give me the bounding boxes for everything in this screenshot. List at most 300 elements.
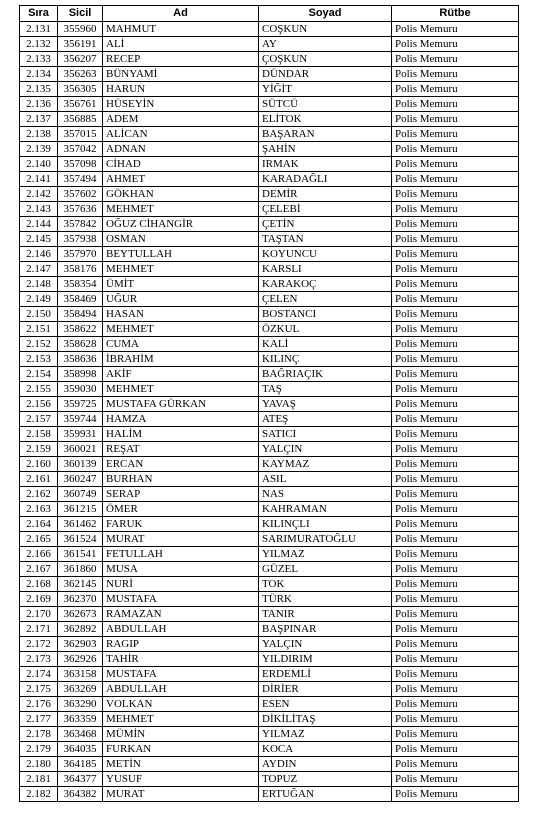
cell-rutbe: Polis Memuru xyxy=(392,682,519,697)
cell-ad: FARUK xyxy=(103,517,259,532)
cell-sicil: 361215 xyxy=(58,502,103,517)
cell-sira: 2.181 xyxy=(20,772,58,787)
cell-sicil: 363359 xyxy=(58,712,103,727)
personnel-table xyxy=(19,5,519,802)
cell-soyad: KAHRAMAN xyxy=(259,502,392,517)
table-row xyxy=(20,352,519,367)
table-row xyxy=(20,652,519,667)
cell-rutbe: Polis Memuru xyxy=(392,472,519,487)
cell-sicil: 358176 xyxy=(58,262,103,277)
cell-rutbe: Polis Memuru xyxy=(392,667,519,682)
cell-ad: ALİ xyxy=(103,37,259,52)
cell-soyad: ŞAHİN xyxy=(259,142,392,157)
cell-sira: 2.178 xyxy=(20,727,58,742)
cell-soyad: TANIR xyxy=(259,607,392,622)
cell-rutbe: Polis Memuru xyxy=(392,742,519,757)
cell-rutbe: Polis Memuru xyxy=(392,532,519,547)
cell-rutbe: Polis Memuru xyxy=(392,562,519,577)
cell-sira: 2.177 xyxy=(20,712,58,727)
cell-rutbe: Polis Memuru xyxy=(392,277,519,292)
table-row xyxy=(20,472,519,487)
cell-sicil: 356263 xyxy=(58,67,103,82)
cell-sicil: 358628 xyxy=(58,337,103,352)
cell-sira: 2.139 xyxy=(20,142,58,157)
cell-ad: MURAT xyxy=(103,787,259,802)
table-row xyxy=(20,382,519,397)
cell-rutbe: Polis Memuru xyxy=(392,127,519,142)
cell-soyad: ÇELEN xyxy=(259,292,392,307)
cell-rutbe: Polis Memuru xyxy=(392,382,519,397)
cell-rutbe: Polis Memuru xyxy=(392,262,519,277)
cell-soyad: ASIL xyxy=(259,472,392,487)
cell-sicil: 360749 xyxy=(58,487,103,502)
cell-ad: YUSUF xyxy=(103,772,259,787)
cell-ad: ADNAN xyxy=(103,142,259,157)
cell-rutbe: Polis Memuru xyxy=(392,202,519,217)
table-row xyxy=(20,397,519,412)
table-row xyxy=(20,742,519,757)
cell-ad: OĞUZ CİHANGİR xyxy=(103,217,259,232)
table-row xyxy=(20,187,519,202)
cell-sicil: 358998 xyxy=(58,367,103,382)
header-soyad: Soyad xyxy=(259,6,392,22)
cell-soyad: TOPUZ xyxy=(259,772,392,787)
cell-soyad: KALİ xyxy=(259,337,392,352)
cell-rutbe: Polis Memuru xyxy=(392,757,519,772)
cell-sira: 2.144 xyxy=(20,217,58,232)
cell-soyad: KARAKOÇ xyxy=(259,277,392,292)
cell-soyad: SATICI xyxy=(259,427,392,442)
cell-ad: BEYTULLAH xyxy=(103,247,259,262)
cell-rutbe: Polis Memuru xyxy=(392,112,519,127)
cell-sira: 2.159 xyxy=(20,442,58,457)
cell-ad: NURİ xyxy=(103,577,259,592)
cell-sira: 2.172 xyxy=(20,637,58,652)
cell-sira: 2.137 xyxy=(20,112,58,127)
cell-sira: 2.136 xyxy=(20,97,58,112)
cell-sicil: 363468 xyxy=(58,727,103,742)
table-row xyxy=(20,637,519,652)
table-row xyxy=(20,307,519,322)
cell-ad: RECEP xyxy=(103,52,259,67)
cell-rutbe: Polis Memuru xyxy=(392,337,519,352)
table-row xyxy=(20,442,519,457)
cell-rutbe: Polis Memuru xyxy=(392,292,519,307)
cell-soyad: ERTUĞAN xyxy=(259,787,392,802)
cell-sicil: 364185 xyxy=(58,757,103,772)
cell-rutbe: Polis Memuru xyxy=(392,727,519,742)
cell-soyad: ÇOŞKUN xyxy=(259,52,392,67)
cell-sira: 2.176 xyxy=(20,697,58,712)
cell-sicil: 360139 xyxy=(58,457,103,472)
cell-sicil: 357602 xyxy=(58,187,103,202)
cell-rutbe: Polis Memuru xyxy=(392,22,519,37)
cell-sira: 2.180 xyxy=(20,757,58,772)
cell-rutbe: Polis Memuru xyxy=(392,322,519,337)
cell-soyad: BOSTANCI xyxy=(259,307,392,322)
cell-rutbe: Polis Memuru xyxy=(392,247,519,262)
cell-sicil: 363290 xyxy=(58,697,103,712)
cell-sira: 2.155 xyxy=(20,382,58,397)
table-row xyxy=(20,487,519,502)
header-sicil: Sicil xyxy=(58,6,103,22)
cell-sira: 2.175 xyxy=(20,682,58,697)
cell-sira: 2.154 xyxy=(20,367,58,382)
cell-soyad: TOK xyxy=(259,577,392,592)
cell-rutbe: Polis Memuru xyxy=(392,37,519,52)
cell-sicil: 358354 xyxy=(58,277,103,292)
cell-soyad: BAĞRIAÇIK xyxy=(259,367,392,382)
cell-ad: MEHMET xyxy=(103,322,259,337)
cell-rutbe: Polis Memuru xyxy=(392,232,519,247)
cell-soyad: DİKİLİTAŞ xyxy=(259,712,392,727)
cell-soyad: TÜRK xyxy=(259,592,392,607)
cell-sira: 2.151 xyxy=(20,322,58,337)
cell-ad: FURKAN xyxy=(103,742,259,757)
table-row xyxy=(20,112,519,127)
cell-rutbe: Polis Memuru xyxy=(392,97,519,112)
cell-rutbe: Polis Memuru xyxy=(392,547,519,562)
cell-sira: 2.134 xyxy=(20,67,58,82)
cell-ad: ADEM xyxy=(103,112,259,127)
table-row xyxy=(20,157,519,172)
cell-rutbe: Polis Memuru xyxy=(392,442,519,457)
cell-soyad: YALÇIN xyxy=(259,637,392,652)
cell-rutbe: Polis Memuru xyxy=(392,172,519,187)
cell-rutbe: Polis Memuru xyxy=(392,622,519,637)
cell-soyad: COŞKUN xyxy=(259,22,392,37)
cell-rutbe: Polis Memuru xyxy=(392,697,519,712)
table-row xyxy=(20,622,519,637)
cell-sicil: 364377 xyxy=(58,772,103,787)
cell-rutbe: Polis Memuru xyxy=(392,412,519,427)
cell-ad: MUSTAFA xyxy=(103,667,259,682)
cell-sira: 2.171 xyxy=(20,622,58,637)
cell-soyad: AY xyxy=(259,37,392,52)
cell-sicil: 359030 xyxy=(58,382,103,397)
cell-rutbe: Polis Memuru xyxy=(392,487,519,502)
cell-sira: 2.153 xyxy=(20,352,58,367)
cell-ad: ALİCAN xyxy=(103,127,259,142)
cell-soyad: GÜZEL xyxy=(259,562,392,577)
cell-ad: RAMAZAN xyxy=(103,607,259,622)
table-row xyxy=(20,67,519,82)
cell-sira: 2.165 xyxy=(20,532,58,547)
cell-ad: HASAN xyxy=(103,307,259,322)
cell-sicil: 362903 xyxy=(58,637,103,652)
cell-ad: REŞAT xyxy=(103,442,259,457)
cell-sicil: 355960 xyxy=(58,22,103,37)
cell-rutbe: Polis Memuru xyxy=(392,52,519,67)
cell-soyad: YAVAŞ xyxy=(259,397,392,412)
cell-ad: AKİF xyxy=(103,367,259,382)
cell-sicil: 357494 xyxy=(58,172,103,187)
table-row xyxy=(20,292,519,307)
cell-sicil: 356207 xyxy=(58,52,103,67)
table-row xyxy=(20,367,519,382)
cell-soyad: KOYUNCU xyxy=(259,247,392,262)
cell-soyad: SARIMURATOĞLU xyxy=(259,532,392,547)
cell-soyad: SÜTCÜ xyxy=(259,97,392,112)
cell-soyad: IRMAK xyxy=(259,157,392,172)
cell-rutbe: Polis Memuru xyxy=(392,712,519,727)
cell-sira: 2.168 xyxy=(20,577,58,592)
cell-ad: BURHAN xyxy=(103,472,259,487)
cell-sira: 2.163 xyxy=(20,502,58,517)
cell-ad: CİHAD xyxy=(103,157,259,172)
cell-sira: 2.157 xyxy=(20,412,58,427)
cell-sicil: 356191 xyxy=(58,37,103,52)
cell-soyad: KARADAĞLI xyxy=(259,172,392,187)
cell-ad: VOLKAN xyxy=(103,697,259,712)
cell-ad: HARUN xyxy=(103,82,259,97)
cell-sira: 2.173 xyxy=(20,652,58,667)
cell-rutbe: Polis Memuru xyxy=(392,217,519,232)
cell-ad: MÜMİN xyxy=(103,727,259,742)
cell-ad: MEHMET xyxy=(103,262,259,277)
cell-soyad: DEMİR xyxy=(259,187,392,202)
cell-soyad: YILMAZ xyxy=(259,727,392,742)
cell-sira: 2.132 xyxy=(20,37,58,52)
cell-sicil: 357015 xyxy=(58,127,103,142)
cell-sicil: 358469 xyxy=(58,292,103,307)
cell-ad: UĞUR xyxy=(103,292,259,307)
table-row xyxy=(20,22,519,37)
cell-soyad: ESEN xyxy=(259,697,392,712)
cell-sira: 2.135 xyxy=(20,82,58,97)
cell-ad: MURAT xyxy=(103,532,259,547)
cell-rutbe: Polis Memuru xyxy=(392,652,519,667)
cell-ad: FETULLAH xyxy=(103,547,259,562)
cell-sicil: 357636 xyxy=(58,202,103,217)
cell-sicil: 359744 xyxy=(58,412,103,427)
header-ad: Ad xyxy=(103,6,259,22)
table-row xyxy=(20,787,519,802)
cell-ad: MUSTAFA GÜRKAN xyxy=(103,397,259,412)
table-row xyxy=(20,202,519,217)
table-row xyxy=(20,457,519,472)
cell-soyad: YILDIRIM xyxy=(259,652,392,667)
cell-ad: MAHMUT xyxy=(103,22,259,37)
cell-rutbe: Polis Memuru xyxy=(392,592,519,607)
table-row xyxy=(20,697,519,712)
table-row xyxy=(20,262,519,277)
cell-sicil: 363158 xyxy=(58,667,103,682)
cell-sira: 2.131 xyxy=(20,22,58,37)
cell-sicil: 356761 xyxy=(58,97,103,112)
cell-ad: AHMET xyxy=(103,172,259,187)
cell-soyad: ATEŞ xyxy=(259,412,392,427)
cell-rutbe: Polis Memuru xyxy=(392,502,519,517)
cell-rutbe: Polis Memuru xyxy=(392,787,519,802)
cell-ad: OSMAN xyxy=(103,232,259,247)
cell-sicil: 361541 xyxy=(58,547,103,562)
table-row xyxy=(20,532,519,547)
cell-soyad: ÖZKUL xyxy=(259,322,392,337)
cell-sira: 2.156 xyxy=(20,397,58,412)
cell-rutbe: Polis Memuru xyxy=(392,187,519,202)
cell-soyad: TAŞTAN xyxy=(259,232,392,247)
cell-ad: HÜSEYİN xyxy=(103,97,259,112)
cell-ad: MEHMET xyxy=(103,712,259,727)
table-row xyxy=(20,502,519,517)
cell-sicil: 358636 xyxy=(58,352,103,367)
cell-soyad: DÜNDAR xyxy=(259,67,392,82)
cell-rutbe: Polis Memuru xyxy=(392,157,519,172)
cell-sicil: 358494 xyxy=(58,307,103,322)
cell-sira: 2.138 xyxy=(20,127,58,142)
cell-rutbe: Polis Memuru xyxy=(392,427,519,442)
table-row xyxy=(20,607,519,622)
cell-sicil: 358622 xyxy=(58,322,103,337)
cell-sira: 2.179 xyxy=(20,742,58,757)
table-row xyxy=(20,547,519,562)
cell-soyad: BAŞARAN xyxy=(259,127,392,142)
table-row xyxy=(20,337,519,352)
table-row xyxy=(20,667,519,682)
cell-soyad: BAŞPINAR xyxy=(259,622,392,637)
table-row xyxy=(20,142,519,157)
cell-sira: 2.150 xyxy=(20,307,58,322)
cell-soyad: KILINÇLI xyxy=(259,517,392,532)
cell-rutbe: Polis Memuru xyxy=(392,577,519,592)
cell-sicil: 361860 xyxy=(58,562,103,577)
cell-ad: RAGIP xyxy=(103,637,259,652)
table-row xyxy=(20,562,519,577)
cell-ad: GÖKHAN xyxy=(103,187,259,202)
cell-soyad: NAS xyxy=(259,487,392,502)
cell-sira: 2.149 xyxy=(20,292,58,307)
cell-sira: 2.143 xyxy=(20,202,58,217)
cell-sicil: 362892 xyxy=(58,622,103,637)
cell-sira: 2.162 xyxy=(20,487,58,502)
table-body xyxy=(20,22,519,802)
cell-ad: HALİM xyxy=(103,427,259,442)
cell-sicil: 356305 xyxy=(58,82,103,97)
cell-ad: ÖMER xyxy=(103,502,259,517)
cell-soyad: YILMAZ xyxy=(259,547,392,562)
table-row xyxy=(20,52,519,67)
table-row xyxy=(20,712,519,727)
cell-sicil: 362926 xyxy=(58,652,103,667)
cell-sicil: 362370 xyxy=(58,592,103,607)
cell-soyad: YALÇIN xyxy=(259,442,392,457)
cell-sira: 2.148 xyxy=(20,277,58,292)
cell-soyad: ÇELEBİ xyxy=(259,202,392,217)
cell-sira: 2.160 xyxy=(20,457,58,472)
cell-soyad: KAYMAZ xyxy=(259,457,392,472)
cell-sicil: 364382 xyxy=(58,787,103,802)
table-row xyxy=(20,517,519,532)
table-row xyxy=(20,37,519,52)
cell-rutbe: Polis Memuru xyxy=(392,607,519,622)
cell-rutbe: Polis Memuru xyxy=(392,67,519,82)
cell-sicil: 357842 xyxy=(58,217,103,232)
cell-sira: 2.146 xyxy=(20,247,58,262)
cell-soyad: TAŞ xyxy=(259,382,392,397)
cell-sira: 2.158 xyxy=(20,427,58,442)
cell-ad: İBRAHİM xyxy=(103,352,259,367)
cell-rutbe: Polis Memuru xyxy=(392,82,519,97)
cell-sicil: 357098 xyxy=(58,157,103,172)
cell-ad: ERCAN xyxy=(103,457,259,472)
cell-sicil: 361524 xyxy=(58,532,103,547)
cell-ad: MUSTAFA xyxy=(103,592,259,607)
cell-soyad: ERDEMLİ xyxy=(259,667,392,682)
cell-sira: 2.182 xyxy=(20,787,58,802)
cell-ad: TAHİR xyxy=(103,652,259,667)
table-row xyxy=(20,247,519,262)
table-row xyxy=(20,97,519,112)
cell-sira: 2.174 xyxy=(20,667,58,682)
table-row xyxy=(20,577,519,592)
cell-sira: 2.145 xyxy=(20,232,58,247)
cell-sicil: 363269 xyxy=(58,682,103,697)
cell-sira: 2.140 xyxy=(20,157,58,172)
cell-sicil: 361462 xyxy=(58,517,103,532)
table-row xyxy=(20,217,519,232)
cell-rutbe: Polis Memuru xyxy=(392,517,519,532)
cell-sicil: 359931 xyxy=(58,427,103,442)
table-row xyxy=(20,127,519,142)
cell-sira: 2.161 xyxy=(20,472,58,487)
cell-ad: METİN xyxy=(103,757,259,772)
cell-rutbe: Polis Memuru xyxy=(392,457,519,472)
cell-sira: 2.141 xyxy=(20,172,58,187)
cell-sicil: 360247 xyxy=(58,472,103,487)
cell-rutbe: Polis Memuru xyxy=(392,367,519,382)
cell-sira: 2.170 xyxy=(20,607,58,622)
cell-ad: HAMZA xyxy=(103,412,259,427)
cell-rutbe: Polis Memuru xyxy=(392,637,519,652)
cell-soyad: ELİTOK xyxy=(259,112,392,127)
table-row xyxy=(20,682,519,697)
cell-rutbe: Polis Memuru xyxy=(392,142,519,157)
cell-sicil: 364035 xyxy=(58,742,103,757)
cell-ad: ABDULLAH xyxy=(103,682,259,697)
table-row xyxy=(20,277,519,292)
cell-ad: ABDULLAH xyxy=(103,622,259,637)
cell-soyad: KARSLI xyxy=(259,262,392,277)
cell-ad: SERAP xyxy=(103,487,259,502)
table-row xyxy=(20,592,519,607)
cell-sicil: 360021 xyxy=(58,442,103,457)
table-header-row xyxy=(20,6,519,22)
cell-ad: ÜMİT xyxy=(103,277,259,292)
cell-sicil: 362145 xyxy=(58,577,103,592)
header-sira: Sıra xyxy=(20,6,58,22)
cell-rutbe: Polis Memuru xyxy=(392,307,519,322)
cell-sira: 2.142 xyxy=(20,187,58,202)
table-row xyxy=(20,772,519,787)
cell-ad: MEHMET xyxy=(103,382,259,397)
header-rutbe: Rütbe xyxy=(392,6,519,22)
cell-soyad: DİRİER xyxy=(259,682,392,697)
table-row xyxy=(20,412,519,427)
cell-sicil: 356885 xyxy=(58,112,103,127)
cell-ad: CUMA xyxy=(103,337,259,352)
table-row xyxy=(20,232,519,247)
table-row xyxy=(20,727,519,742)
cell-soyad: YİĞİT xyxy=(259,82,392,97)
cell-rutbe: Polis Memuru xyxy=(392,772,519,787)
cell-ad: MUSA xyxy=(103,562,259,577)
cell-sira: 2.133 xyxy=(20,52,58,67)
table-row xyxy=(20,82,519,97)
cell-sicil: 357042 xyxy=(58,142,103,157)
cell-ad: MEHMET xyxy=(103,202,259,217)
cell-sira: 2.166 xyxy=(20,547,58,562)
